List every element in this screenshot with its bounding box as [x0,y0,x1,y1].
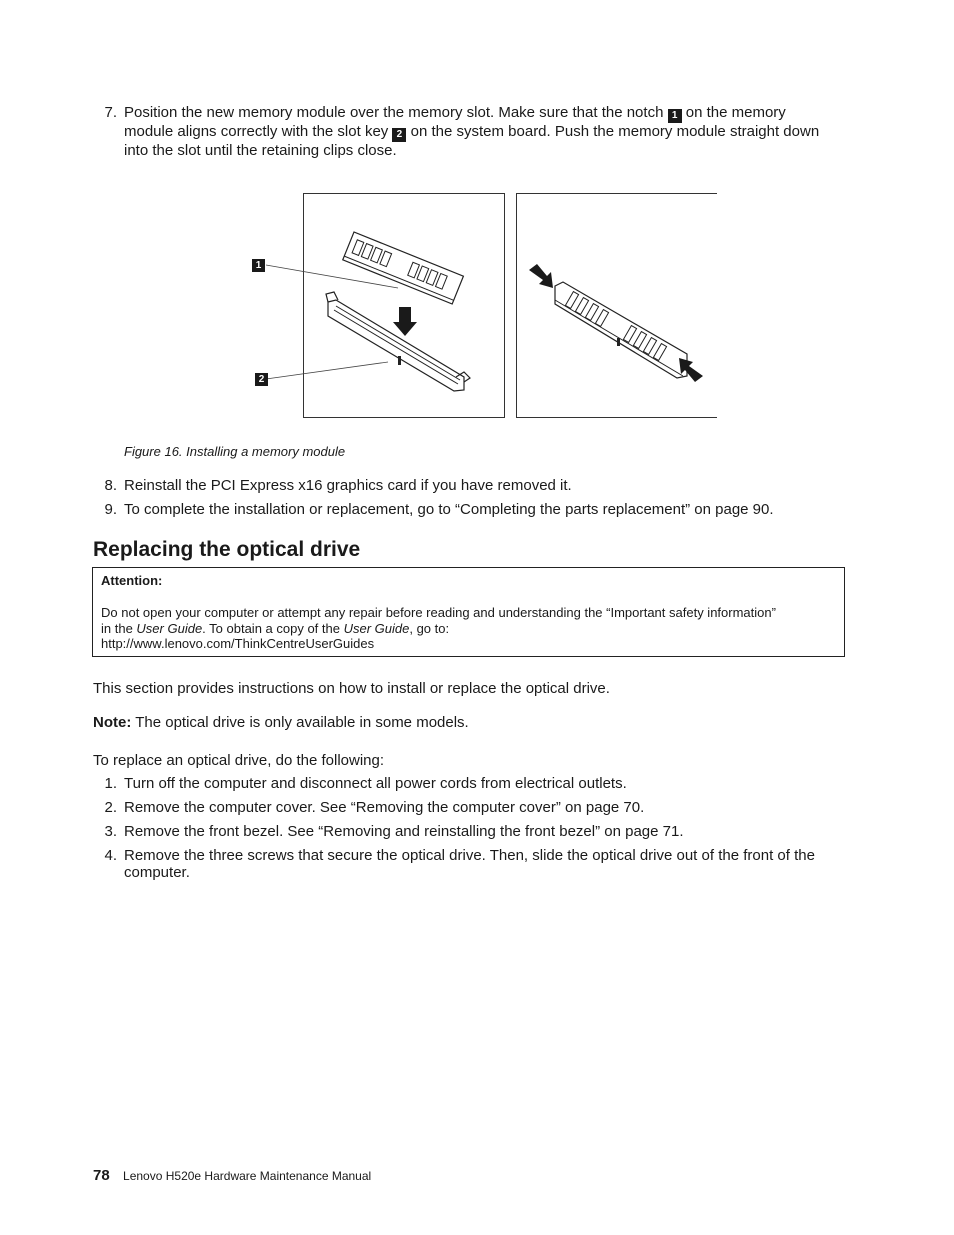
seated-module-icon [555,282,687,378]
figure-caption: Figure 16. Installing a memory module [124,444,346,459]
attention-text: , go to: [409,620,450,636]
note-label: Note: [93,714,132,731]
step-text: To complete the installation or replacement, go to “Completing the parts replacement” on page 90. [124,501,774,518]
note-text: The optical drive is only available in some models. [131,714,469,731]
attention-url: http://www.lenovo.com/ThinkCentreUserGuides [101,636,375,651]
callout-2-badge: 2 [392,128,406,142]
step-number: 1. [104,775,117,792]
memory-module-seated-illustration [517,194,717,417]
step-text-part: Position the new memory module over the memory slot. Make sure that the notch [124,104,668,121]
note-paragraph [93,714,853,731]
figure-callout-1: 1 [252,259,265,272]
press-arrow-left-icon [529,264,553,288]
step-number: 9. [104,501,117,518]
attention-text: in the [101,620,137,636]
figure-panel-right [516,193,717,418]
page-footer [93,1167,371,1185]
step-text: Remove the front bezel. See “Removing and reinstalling the front bezel” on page 71. [124,823,684,840]
figure-callout-2: 2 [255,373,268,386]
attention-box [92,567,845,657]
attention-emphasis: User Guide [343,620,410,636]
callout-leader-lines [260,250,460,390]
step-number: 3. [104,823,117,840]
step-text: Reinstall the PCI Express x16 graphics card if you have removed it. [124,477,572,494]
section-title: Replacing the optical drive [93,538,361,561]
press-arrow-right-icon [679,358,703,382]
attention-line-1: Do not open your computer or attempt any repair before reading and understanding the “Important safety information” [101,605,776,620]
step-text [124,104,829,159]
attention-emphasis: User Guide [136,620,203,636]
step-text: Turn off the computer and disconnect all power cords from electrical outlets. [124,775,627,792]
attention-line-2 [101,621,841,637]
step-number: 4. [104,847,117,864]
step-number: 7. [104,104,117,121]
step-number: 8. [104,477,117,494]
attention-body [101,605,841,652]
callout-1-badge: 1 [668,109,682,123]
attention-text: . To obtain a copy of the [202,620,344,636]
attention-title: Attention: [101,573,163,588]
page-number: 78 [93,1167,110,1184]
manual-title: Lenovo H520e Hardware Maintenance Manual [123,1169,372,1183]
step-text: Remove the computer cover. See “Removing the computer cover” on page 70. [124,799,645,816]
lead-paragraph: To replace an optical drive, do the following: [93,752,385,769]
step-text-part: on the system board. Push the memory module straight down into the slot until the retaining clips close. [124,123,820,159]
step-text: Remove the three screws that secure the optical drive. Then, slide the optical drive out of the front of the computer. [124,847,815,881]
step-text-part: on the memory module aligns correctly with the slot key [124,104,786,140]
step-number: 2. [104,799,117,816]
intro-paragraph: This section provides instructions on how to install or replace the optical drive. [93,680,610,697]
